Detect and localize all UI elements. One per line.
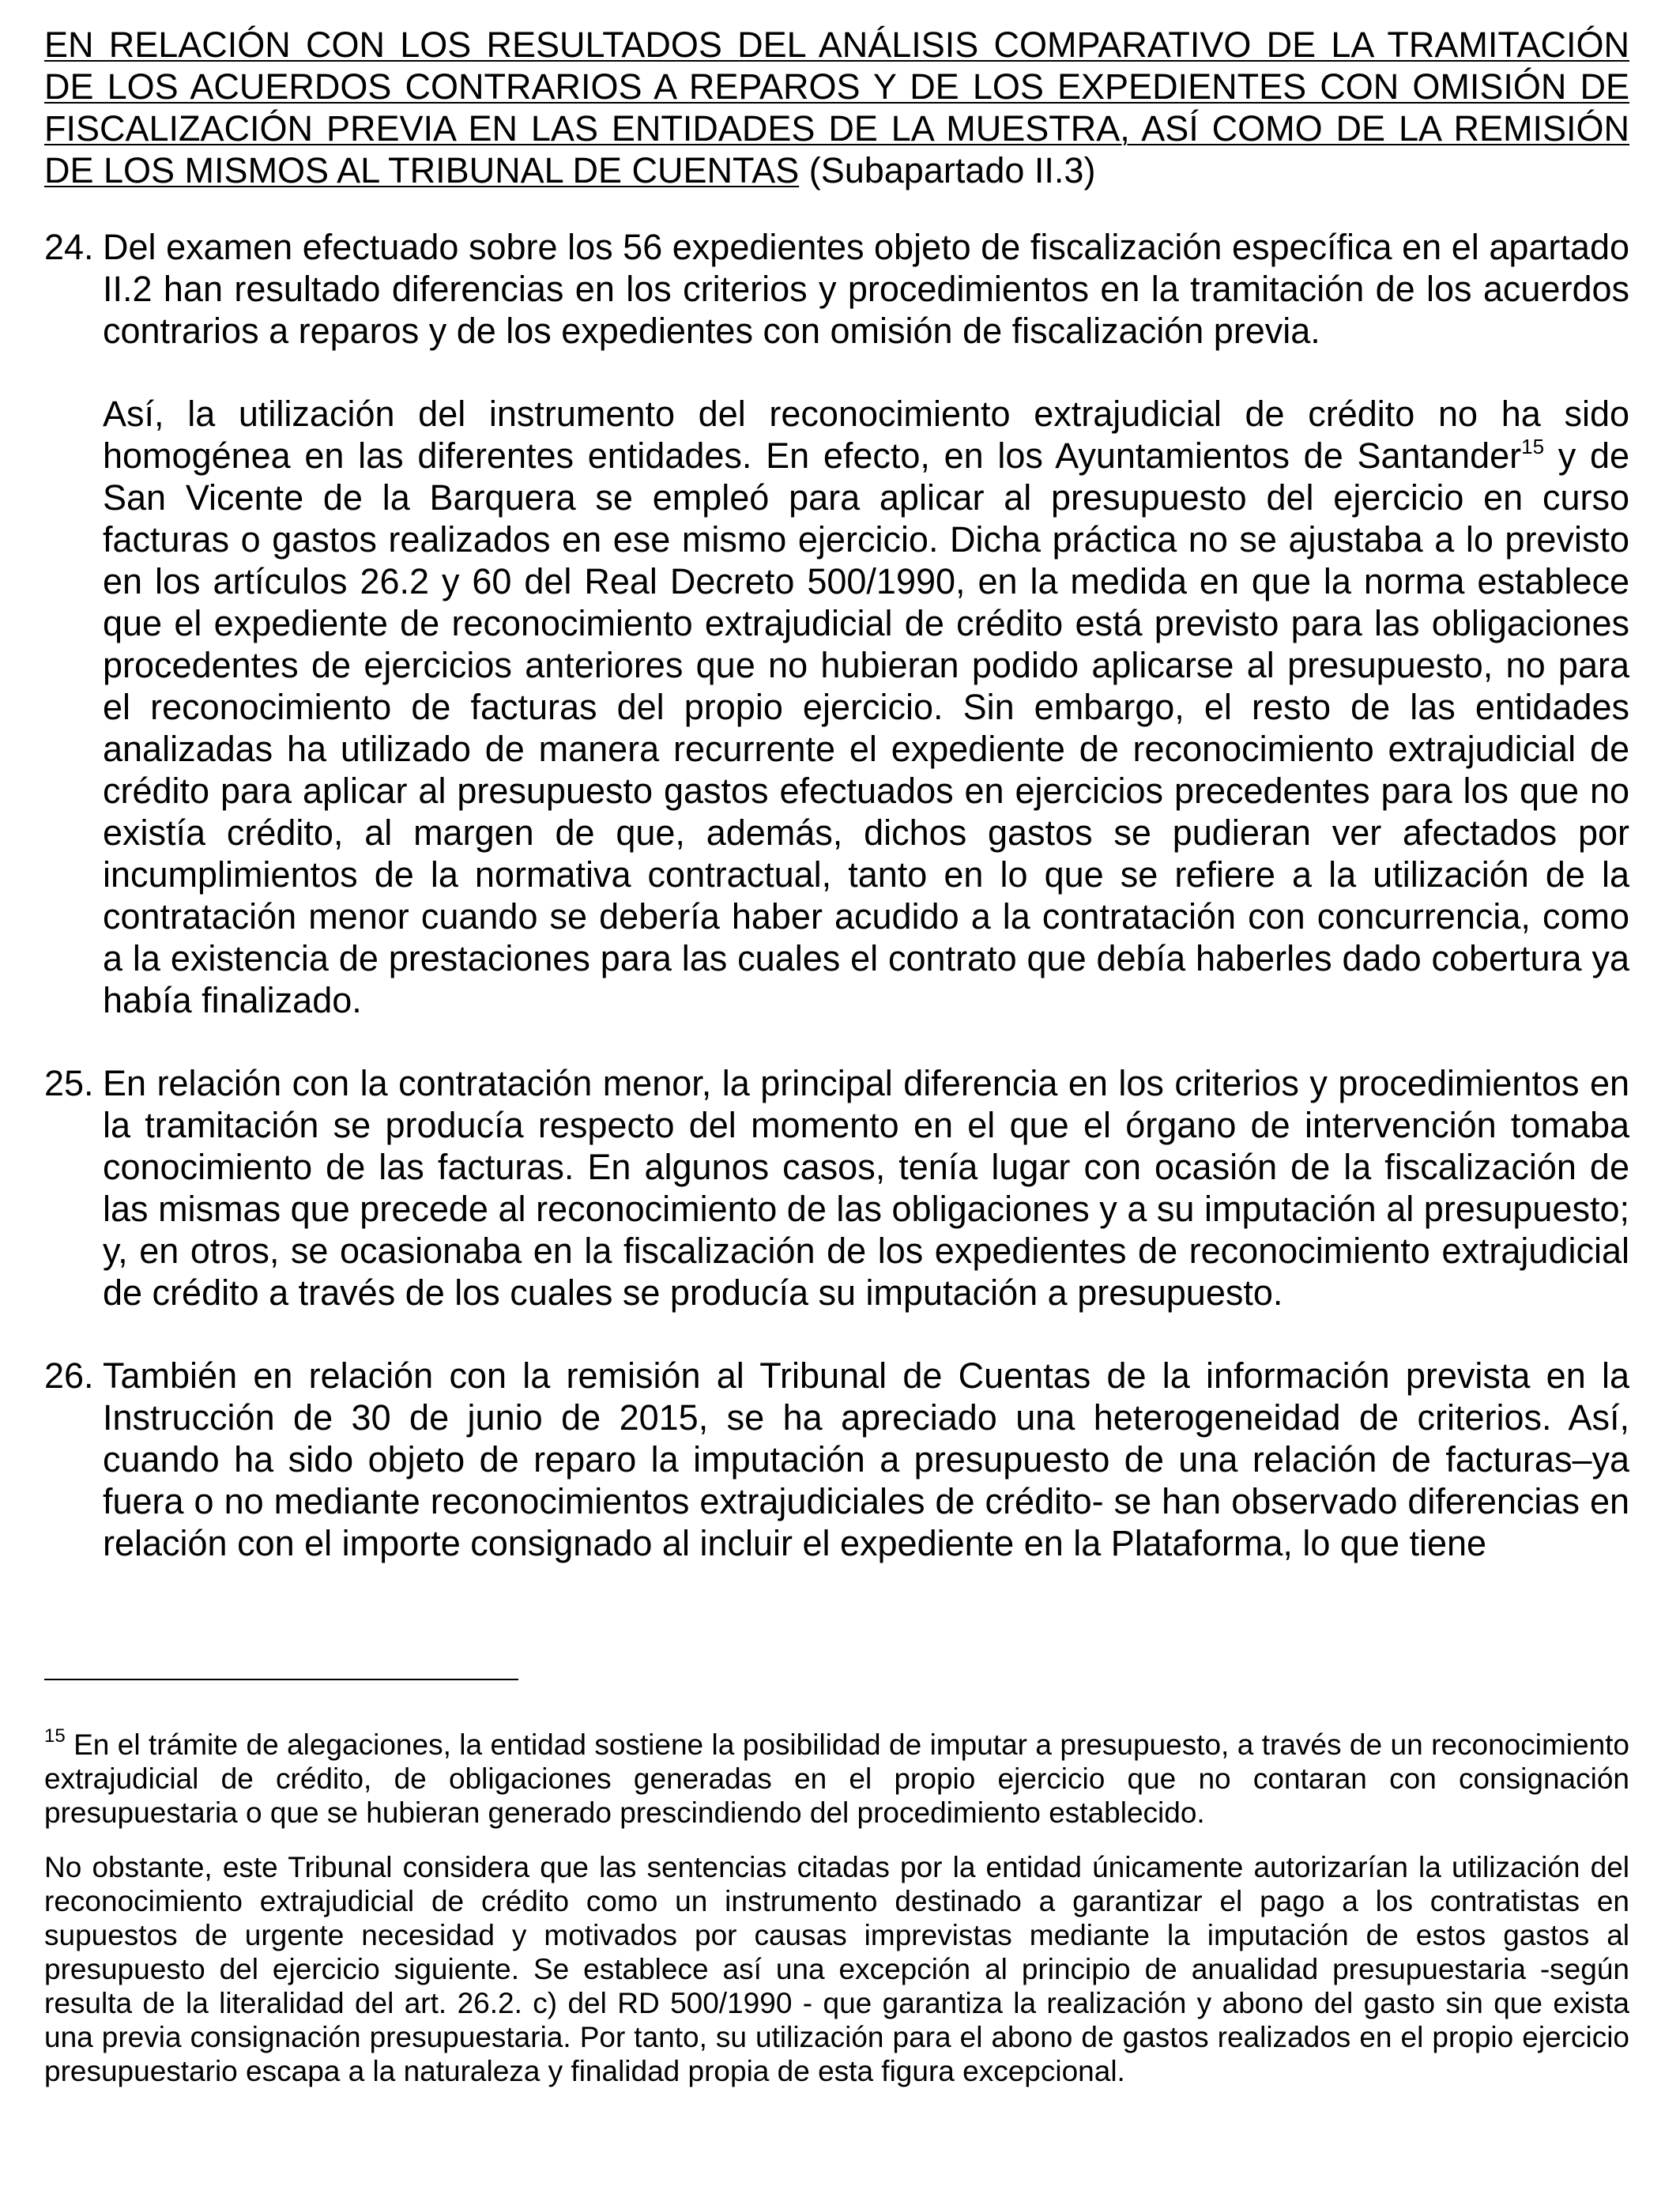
footnote-separator xyxy=(44,1679,518,1680)
footnote-15-continuation: No obstante, este Tribunal considera que las sentencias citadas por la entidad únicamente autorizarían la utilización del reconocimiento extrajudicial de crédito como un instrumento destinado a garantizar el pago a los contratistas en supuestos de urgente necesidad y motivados por causas imprevistas mediante la imputación de estos gastos al presupuesto del ejercicio siguiente. Se establece así una excepción al principio de anualidad presupuestaria -según resulta de la literalidad del art. 26.2. c) del RD 500/1990 - que garantiza la realización y abono del gasto sin que exista una previa consignación presupuestaria. Por tanto, su utilización para el abono de gastos realizados en el propio ejercicio presupuestario escapa a la naturaleza y finalidad propia de esta figura excepcional. xyxy=(44,1851,1629,2087)
paragraph-number: 25. xyxy=(44,1063,94,1103)
section-heading-title: EN RELACIÓN CON LOS RESULTADOS DEL ANÁLISIS COMPARATIVO DE LA TRAMITACIÓN DE LOS ACUERDOS CONTRARIOS A REPAROS Y DE LOS EXPEDIENTES CON OMISIÓN DE FISCALIZACIÓN PREVIA EN LAS ENTIDADES DE LA MUESTRA, ASÍ COMO DE LA REMISIÓN DE LOS MISMOS AL TRIBUNAL DE CUENTAS xyxy=(44,25,1629,190)
document-page xyxy=(44,24,1629,1605)
paragraph-24 xyxy=(44,226,1629,1021)
paragraph-text-part: y de San Vicente de la Barquera se empleó para aplicar al presupuesto del ejercicio en curso facturas o gastos realizados en ese mismo ejercicio. Dicha práctica no se ajustaba a lo previsto en los artículos 26.2 y 60 del Real Decreto 500/1990, en la medida en que la norma establece que el expediente de reconocimiento extrajudicial de crédito está previsto para las obligaciones procedentes de ejercicios anteriores que no hubieran podido aplicarse al presupuesto, no para el reconocimiento de facturas del propio ejercicio. Sin embargo, el resto de las entidades analizadas ha utilizado de manera recurrente el expediente de reconocimiento extrajudicial de crédito para aplicar al presupuesto gastos efectuados en ejercicios precedentes para los que no existía crédito, al margen de que, además, dichos gastos se pudieran ver afectados por incumplimientos de la normativa contractual, tanto en lo que se refiere a la utilización de la contratación menor cuando se debería haber acudido a la contratación con concurrencia, como a la existencia de prestaciones para las cuales el contrato que debía haberles dado cobertura ya había finalizado. xyxy=(103,435,1629,1020)
footnote-15 xyxy=(44,1725,1629,1830)
footnotes xyxy=(44,1725,1629,2088)
paragraph-text-part: Así, la utilización del instrumento del reconocimiento extrajudicial de crédito no ha sido homogénea en las diferentes entidades. En efecto, en los Ayuntamientos de Santander xyxy=(103,394,1629,476)
footnote-reference[interactable]: 15 xyxy=(1521,435,1545,458)
paragraph-text: También en relación con la remisión al Tribunal de Cuentas de la información prevista en la Instrucción de 30 de junio de 2015, se ha apreciado una heterogeneidad de criterios. Así, cuando ha sido objeto de reparo la imputación a presupuesto de una relación de facturas–ya fuera o no mediante reconocimientos extrajudiciales de crédito- se han observado diferencias en relación con el importe consignado al incluir el expediente en la Plataforma, lo que tiene xyxy=(103,1355,1629,1563)
paragraph-text: Del examen efectuado sobre los 56 expedientes objeto de fiscalización específica en el apartado II.2 han resultado diferencias en los criterios y procedimientos en la tramitación de los acuerdos contrarios a reparos y de los expedientes con omisión de fiscalización previa. xyxy=(103,227,1629,351)
section-heading-subsection: (Subapartado II.3) xyxy=(799,150,1096,190)
section-heading xyxy=(44,24,1629,191)
paragraph-25 xyxy=(44,1062,1629,1314)
paragraph-number: 24. xyxy=(44,227,94,267)
paragraph-text xyxy=(103,393,1629,1021)
paragraph-text: En relación con la contratación menor, la principal diferencia en los criterios y procedimientos en la tramitación se producía respecto del momento en el que el órgano de intervención tomaba conocimiento de las facturas. En algunos casos, tenía lugar con ocasión de la fiscalización de las mismas que precede al reconocimiento de las obligaciones y a su imputación al presupuesto; y, en otros, se ocasionaba en la fiscalización de los expedientes de reconocimiento extrajudicial de crédito a través de los cuales se producía su imputación a presupuesto. xyxy=(103,1063,1629,1313)
footnote-text: En el trámite de alegaciones, la entidad sostiene la posibilidad de imputar a presupuesto, a través de un reconocimiento extrajudicial de crédito, de obligaciones generadas en el propio ejercicio que no contaran con consignación presupuestaria o que se hubieran generado prescindiendo del procedimiento establecido. xyxy=(44,1728,1629,1829)
footnote-marker: 15 xyxy=(44,1725,66,1747)
paragraph-26 xyxy=(44,1355,1629,1564)
paragraph-number: 26. xyxy=(44,1355,94,1396)
